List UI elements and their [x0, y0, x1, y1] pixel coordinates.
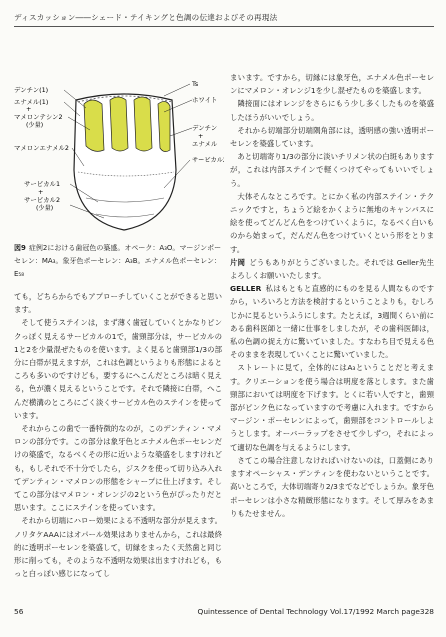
tooth-layering-figure: [14, 80, 224, 240]
figure-caption-text: 症例2における歯冠色の築盛。オペーク：A₃O。マージンポーセレン：MA₃。象牙色ポーセレン：A₃B。エナメル色ポーセレン：E₅₈: [14, 244, 222, 278]
right-paragraph: [230, 454, 434, 520]
right-paragraph: [230, 150, 434, 190]
paragraph-text: さてこの場合注意しなければいけないのは，口蓋側にありますオペーシャス・デンティンを使わないということです。高いところで，大体切端寄り2/3までなどでしょうか。象牙色ポーセレンは小さな精緻形態になります。そして厚みをあまりもたせません。: [230, 455, 434, 518]
left-column: [14, 290, 222, 580]
journal-citation: Quintessence of Dental Technology Vol.17/1992 March page328: [197, 607, 434, 616]
left-paragraph: ても，どちらからでもアプローチしていくことができると思います。: [14, 292, 222, 315]
left-paragraph: それからこの歯で一番特徴的なのが，このデンティン・マメロンの部分です。この部分は象牙色とエナメル色ポーセレンだけの築盛で，なるべくその形に近いような築盛をしますけれども，もしそれで不十分でしたら，ジスクを使って切り込み入れてデンティン・マメロンの形態をシャープに仕上げます。そしてこの部分はマメロン・オレンジの2という色がぴったりだと思います。ここにステインを使っています。: [14, 424, 222, 513]
paragraph-text: 隣接面にはオレンジをさらにもう少し多くしたものを築盛したほうがいいでしょう。: [230, 99, 434, 122]
label-cervical-2: サービカル2: [24, 196, 61, 204]
right-paragraph: [230, 282, 434, 361]
right-paragraph: [230, 124, 434, 150]
right-paragraph: [230, 190, 434, 256]
paragraph-text: まいます。ですから，切縁には象牙色，エナメル色ポーセレンにマメロン・オレンジ1を少し混ぜたものを築盛します。: [230, 73, 434, 96]
left-paragraph: そして使うステインは，まず薄く歯冠していくとかなりピンクっぽく見えるサービカルの1で，歯頸部分は，サービカルの1と2を少量混ぜたものを使います。よく見ると歯頸部1/3の部分に白帯が見えますが，これは色調というよりも形態によるところも多いのですけども，要するにへこんだところは暗く見える，色が濃く見えるということです。それで隣接に白帯，へこんだ横溝のところにごく淡くサービカル色のステインを使っています。: [14, 318, 222, 420]
page-number: 56: [14, 607, 24, 616]
paragraph-text: それから切端部分切端隅角部には，透明感の強い透明ポーセレンを築盛しています。: [230, 125, 434, 149]
paragraph-text: 大体そんなところです。とにかく私の内部ステイン・テクニックですと，ちょうど絵をかくように無地のキャンバスに絵を使ってどんどん色をつけていくように，なるべく白いものから始まって，だんだん色をつけていくという形をとります。: [230, 191, 434, 254]
paragraph-text: あと切端寄り1/3の部分に淡いチリメン状の白斑もありますが，これは内部ステインで軽くつけてやってもいいでしょう。: [230, 152, 434, 188]
right-column: [230, 71, 434, 520]
label-dentin-right: デンチン: [192, 124, 218, 132]
label-plus-3: +: [198, 132, 204, 140]
label-plus-2: +: [38, 188, 44, 196]
label-mamelon-small: (少量): [26, 122, 44, 129]
paragraph-text: どうもありがとうございました。それでは Geller先生よろしくお願いいたします。: [230, 257, 434, 281]
figure-number: 図9: [14, 244, 26, 252]
label-enamel: エナメル(1): [14, 98, 49, 106]
left-paragraph: それから切端にハロー効果による不透明な部分が見えます。ノリタケAAAにはオパール効果はありませんから，これは最終的に透明ポーセレンを築盛して，切縁をまったく天然歯と同じ形に削っても，そのような不透明な効果は出ますけれども，もっと白っぽい感じになってし: [14, 516, 222, 579]
label-cervical-1: サービカル1: [24, 180, 61, 188]
label-mamelon-enamel: マメロンエナメル2: [14, 144, 69, 152]
label-enamel-right: エナメル: [192, 140, 218, 148]
label-dentin: デンチン(1): [14, 86, 49, 94]
right-paragraph: [230, 71, 434, 97]
running-header: ディスカッション――シェード・テイキングと色調の伝達およびその再現法: [14, 12, 434, 27]
label-cervical-right: サービカル2: [192, 157, 224, 164]
tooth-diagram: [14, 80, 224, 240]
label-ts: Ts: [192, 80, 199, 88]
label-white: ホワイト: [192, 96, 218, 104]
speaker-name: GELLER: [230, 284, 262, 294]
speaker-name: 片岡: [230, 257, 246, 267]
label-plus-1: +: [26, 105, 32, 113]
figure-caption: [14, 242, 226, 281]
label-cervical-2-small: (少量): [36, 205, 54, 212]
right-paragraph: [230, 97, 434, 123]
paragraph-text: ストレートに見て，全体的にはA₃ということだと考えます。クリエーションを使う場合は明度を落とします。また歯頸部においては明度を下げます。とくに若い人ですと，歯頸部がピンク色になっていますので考慮に入れます。ですからマージン・ポーセレンによって，歯頸部をコントロールしようとします。オーバーラップをさせて少しずつ，それによって適切な色調を与えるようにします。: [230, 363, 434, 452]
right-paragraph: [230, 361, 434, 453]
right-paragraph: [230, 256, 434, 282]
label-mamelon: マメロンテシン2: [14, 113, 63, 121]
paragraph-text: 私はもともと直感的にものを見る人間なものですから，いろいろと方法を検討するということよりも，むしろじかに見るというふうにします。たとえば，3週間くらい前にある歯科医師と一緒に仕事をしましたが，その歯科医師は，私の色調の捉え方に驚いていました。すなわち目で見える色そのままを表現していくことに驚いていました。: [230, 284, 434, 360]
